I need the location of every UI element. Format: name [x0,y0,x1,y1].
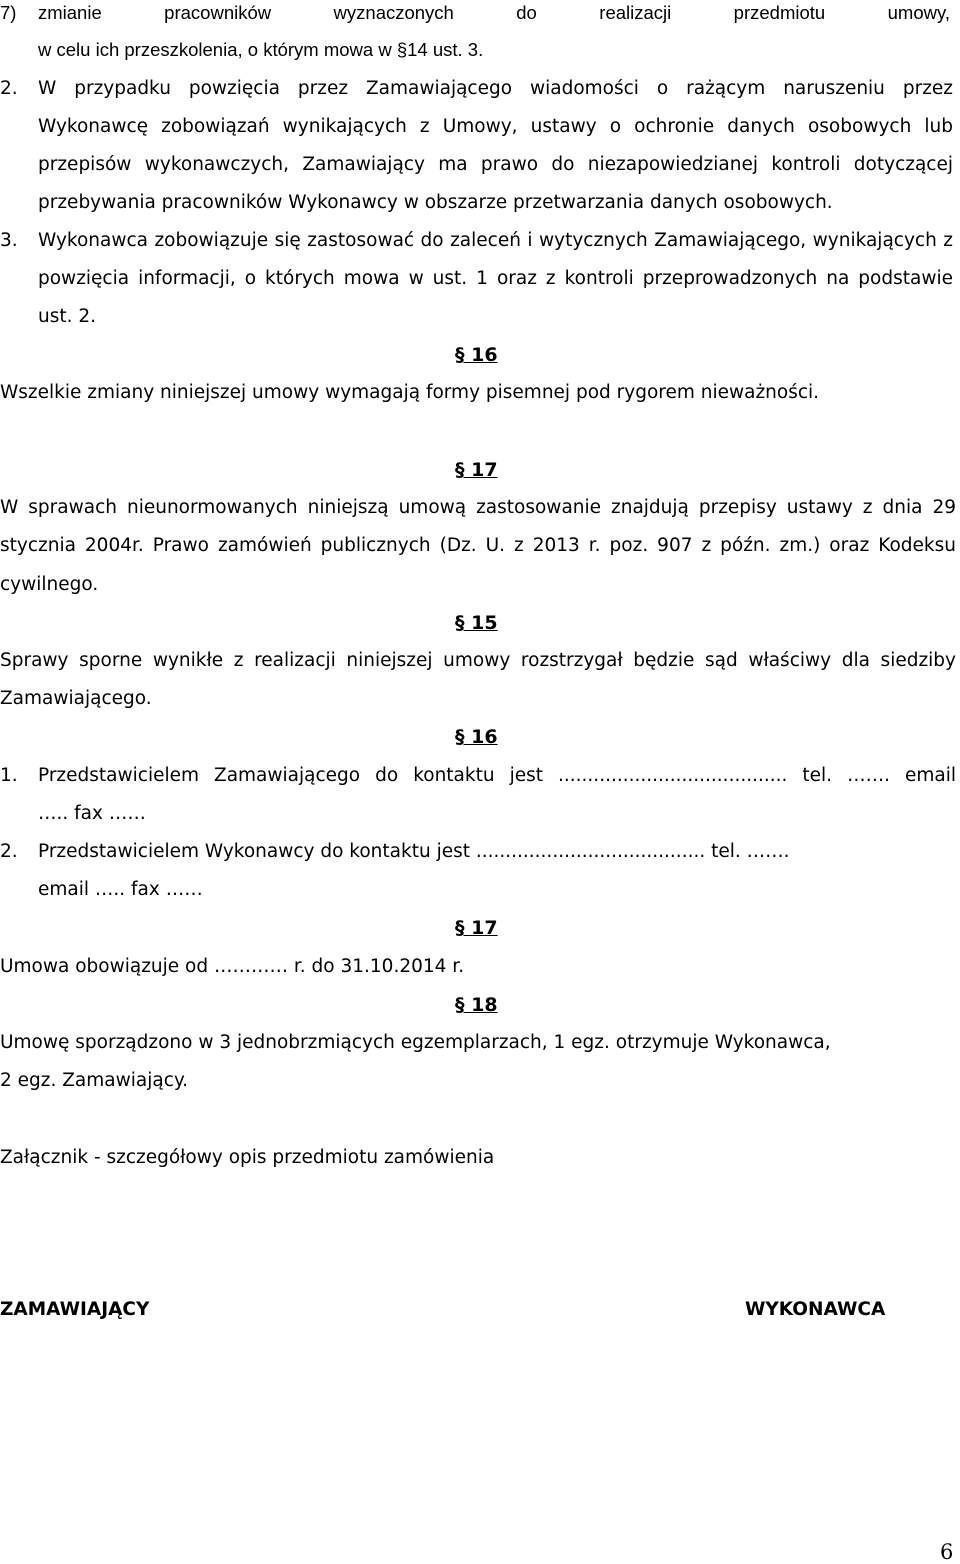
paragraph-line: Umowę sporządzono w 3 jednobrzmiących egzemplarzach, 1 egz. otrzymuje Wykonawca, [0,1032,831,1053]
list-number: 7) [0,2,17,23]
paragraph-line: powzięcia informacji, o których mowa w ust. 1 oraz z kontroli przeprowadzonych na podstawie [38,268,953,289]
list-number: 1. [0,765,18,786]
paragraph-line: W sprawach nieunormowanych niniejszą umową zastosowanie znajdują przepisy ustawy z dnia 29 [0,497,956,518]
paragraph-line: przepisów wykonawczych, Zamawiający ma prawo do niezapowiedzianej kontroli dotyczącej [38,154,953,175]
section-heading: § 16 [455,344,498,366]
signature-label-ordering-party: ZAMAWIAJĄCY [0,1299,150,1320]
paragraph-line: Przedstawicielem Zamawiającego do kontaktu jest ....................................... tel. ……. email [38,765,956,786]
section-heading: § 17 [455,917,498,939]
paragraph-line: przebywania pracowników Wykonawcy w obszarze przetwarzania danych osobowych. [38,192,833,213]
paragraph-line: Umowa obowiązuje od ………… r. do 31.10.2014 r. [0,956,465,977]
paragraph-line: Wykonawca zobowiązuje się zastosować do zaleceń i wytycznych Zamawiającego, wynikających z [38,230,953,251]
list-number: 2. [0,841,18,862]
paragraph-line: ….. fax …… [38,803,146,824]
paragraph-line: email ….. fax …… [38,879,203,900]
paragraph-line: 2 egz. Zamawiający. [0,1070,189,1091]
section-heading: § 16 [455,726,498,748]
section-heading: § 17 [455,459,498,481]
paragraph-line: Zamawiającego. [0,688,152,709]
attachment-note: Załącznik - szczegółowy opis przedmiotu zamówienia [0,1147,495,1168]
paragraph-line: zmianie pracowników wyznaczonych do realizacji przedmiotu umowy, [38,2,950,23]
paragraph-line: Wykonawcę zobowiązań wynikających z Umowy, ustawy o ochronie danych osobowych lub [38,116,953,137]
signature-label-contractor: WYKONAWCA [745,1299,886,1320]
paragraph-line: Wszelkie zmiany niniejszej umowy wymagają formy pisemnej pod rygorem nieważności. [0,382,820,403]
section-heading: § 15 [455,612,498,634]
paragraph-line: stycznia 2004r. Prawo zamówień publicznych (Dz. U. z 2013 r. poz. 907 z późn. zm.) oraz Kodeksu [0,535,956,556]
list-number: 2. [0,78,18,99]
paragraph-line: Przedstawicielem Wykonawcy do kontaktu jest ....................................... tel. ……. [38,841,790,862]
paragraph-line: W przypadku powzięcia przez Zamawiającego wiadomości o rażącym naruszeniu przez [38,78,953,99]
page-number: 6 [940,1540,954,1564]
section-heading: § 18 [455,994,498,1016]
paragraph-line: cywilnego. [0,574,99,595]
paragraph-line: w celu ich przeszkolenia, o którym mowa w §14 ust. 3. [38,39,484,60]
paragraph-line: ust. 2. [38,306,97,327]
list-number: 3. [0,230,18,251]
paragraph-line: Sprawy sporne wynikłe z realizacji niniejszej umowy rozstrzygał będzie sąd właściwy dla siedziby [0,650,956,671]
